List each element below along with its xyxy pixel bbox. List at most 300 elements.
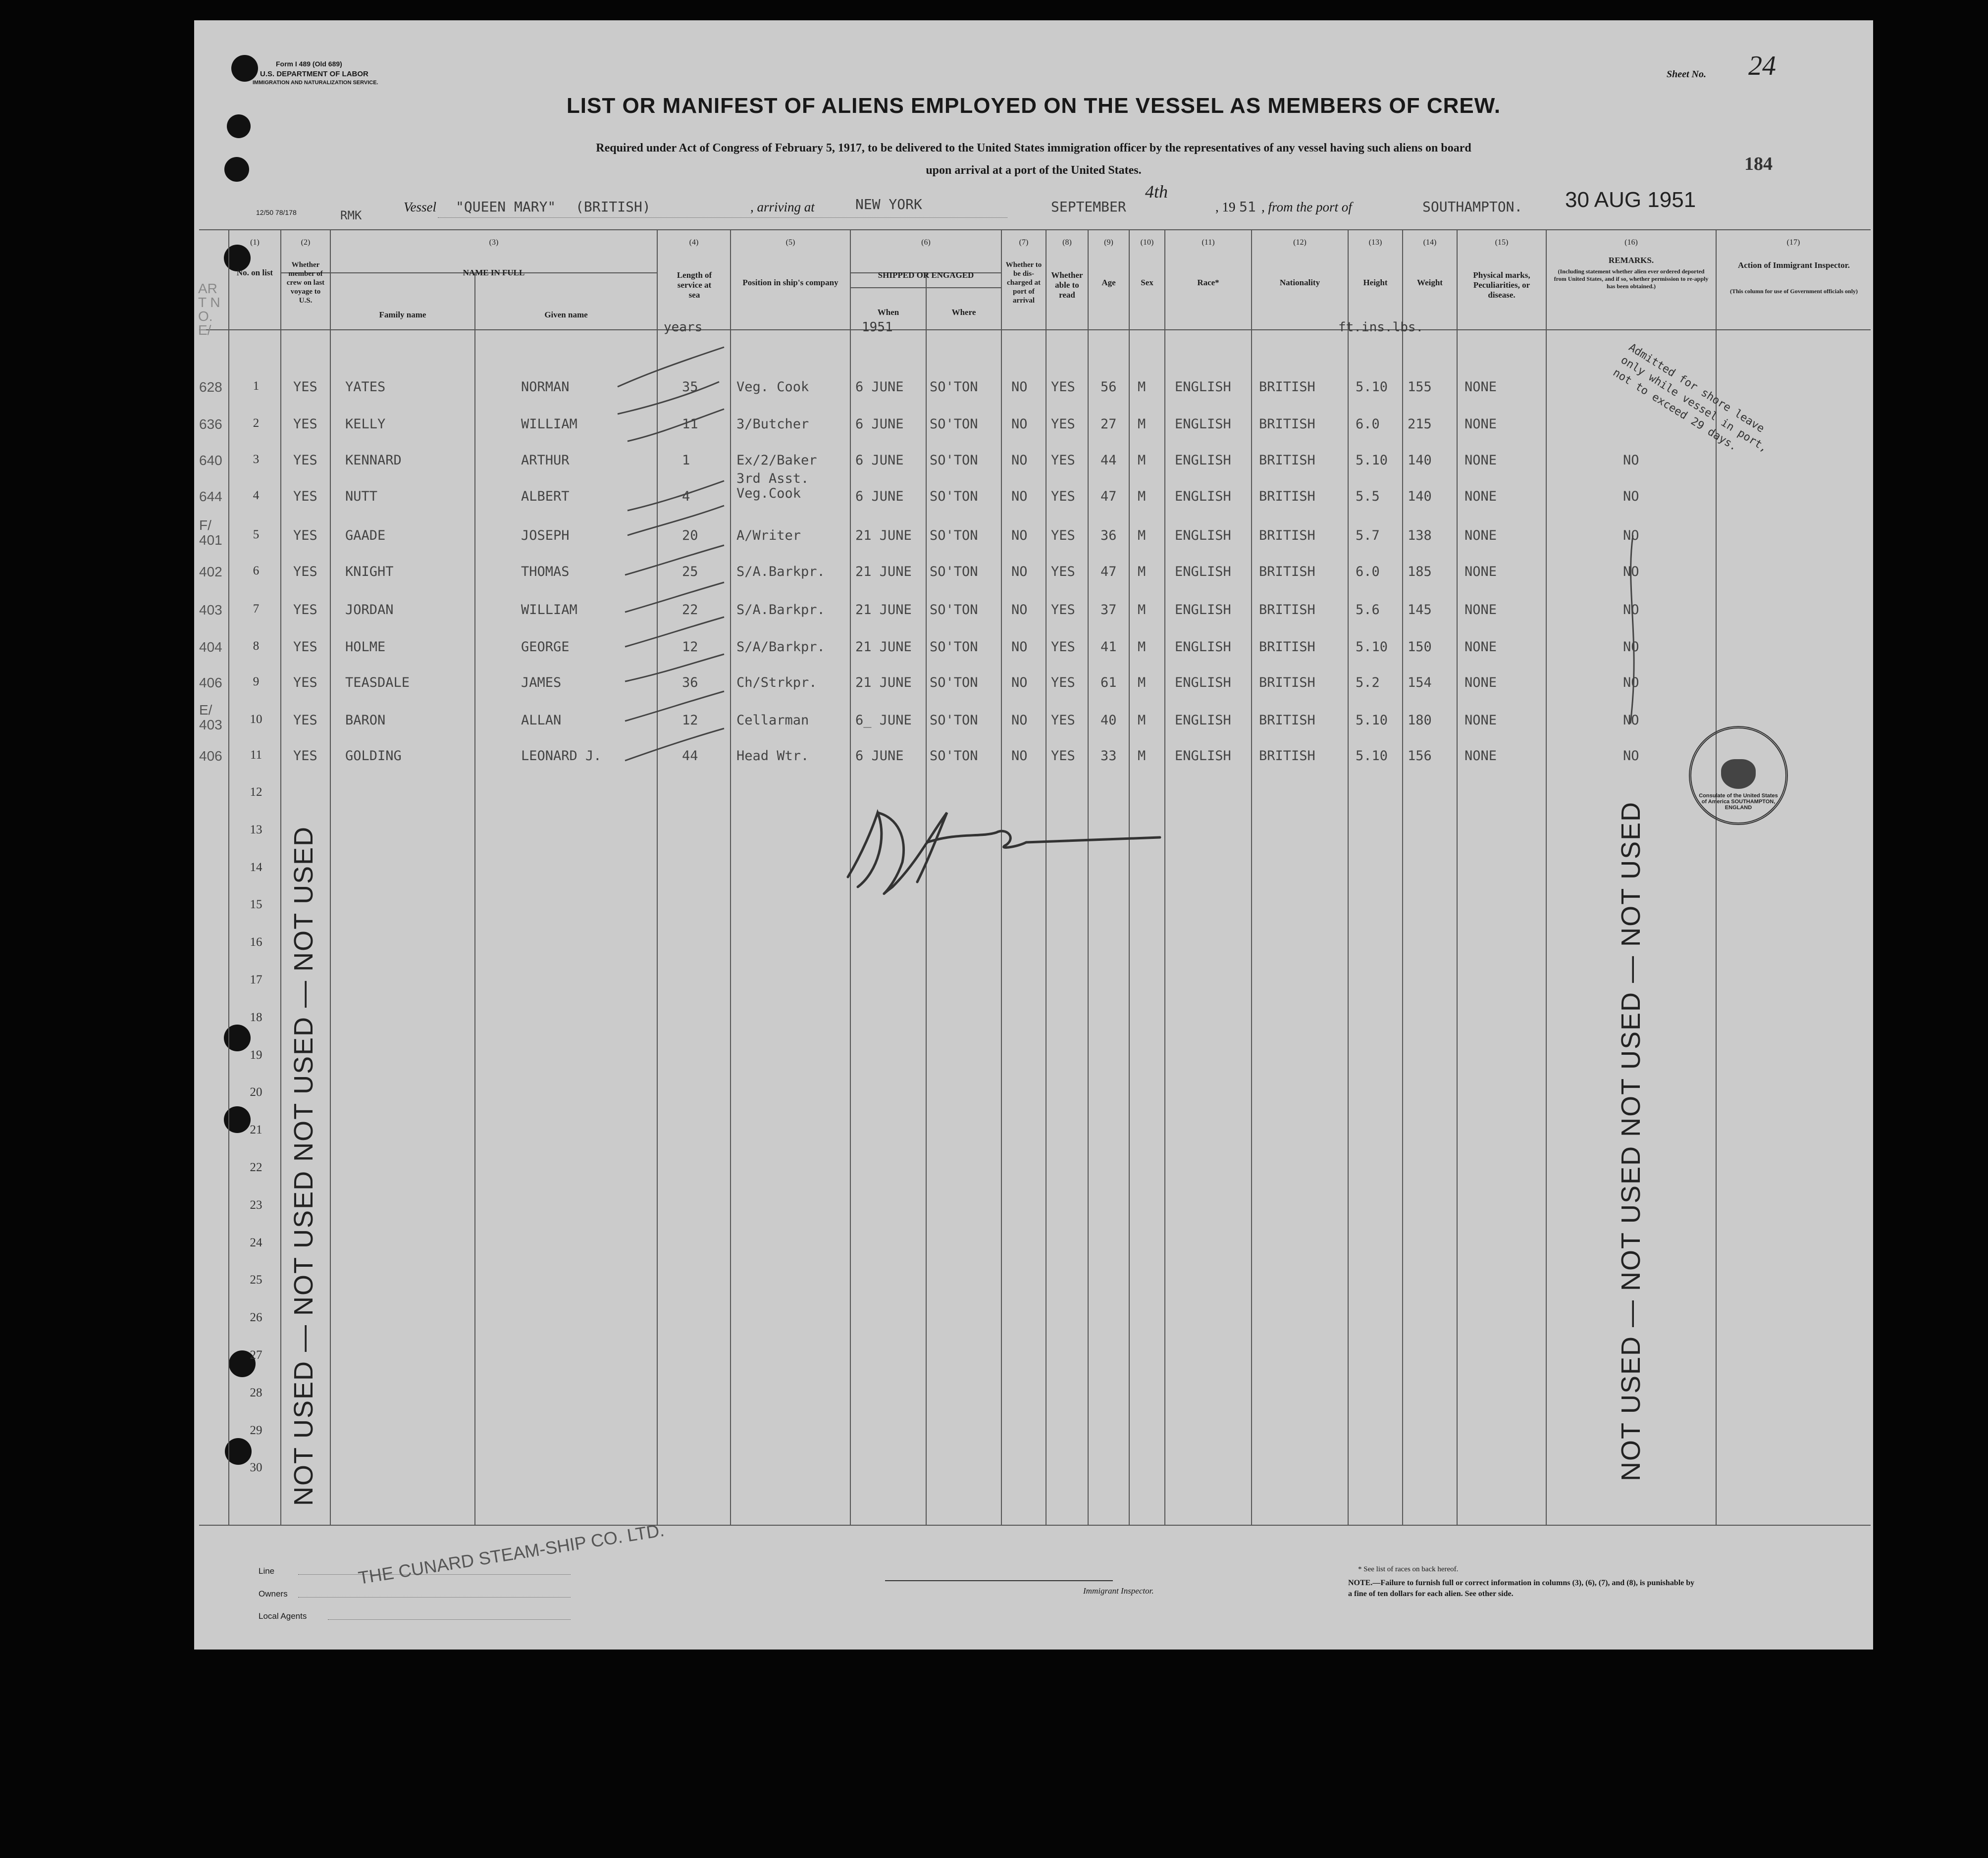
empty-row-number: 19 bbox=[250, 1048, 262, 1062]
position-cell: Veg. Cook bbox=[736, 379, 809, 395]
height-cell: 5.10 bbox=[1356, 639, 1388, 655]
family-name-cell: GOLDING bbox=[345, 748, 402, 764]
row-number-cell: 4 bbox=[253, 489, 260, 502]
race-cell: ENGLISH bbox=[1175, 564, 1231, 579]
physical-marks-cell: NONE bbox=[1465, 489, 1497, 504]
col-num: (10) bbox=[1140, 238, 1154, 247]
family-name-cell: JORDAN bbox=[345, 602, 394, 618]
art-number-cell: 640 bbox=[199, 453, 222, 468]
row-number-cell: 2 bbox=[253, 416, 260, 430]
race-cell: ENGLISH bbox=[1175, 639, 1231, 655]
col-header-age: Age bbox=[1101, 278, 1116, 287]
physical-marks-cell: NONE bbox=[1465, 639, 1497, 655]
empty-row-number: 18 bbox=[250, 1011, 262, 1024]
height-cell: 5.10 bbox=[1356, 379, 1388, 395]
age-cell: 47 bbox=[1100, 489, 1117, 504]
empty-row-number: 29 bbox=[250, 1424, 262, 1437]
discharged-cell: NO bbox=[1011, 453, 1028, 468]
given-name-cell: NORMAN bbox=[521, 379, 570, 395]
remarks-cell: NO bbox=[1623, 528, 1639, 543]
last-voyage-cell: YES bbox=[293, 453, 317, 468]
able-to-read-cell: YES bbox=[1051, 379, 1075, 395]
shipped-when-cell: 21 JUNE bbox=[855, 528, 912, 543]
physical-marks-cell: NONE bbox=[1465, 453, 1497, 468]
able-to-read-cell: YES bbox=[1051, 453, 1075, 468]
arrival-day: 4th bbox=[1145, 182, 1168, 202]
col-header-height: Height bbox=[1363, 278, 1388, 287]
art-number-cell: F/ 401 bbox=[199, 517, 222, 548]
col-header-race: Race* bbox=[1197, 278, 1219, 287]
sex-cell: M bbox=[1138, 713, 1146, 728]
col-header-service: Length of service at sea bbox=[677, 270, 712, 300]
shipped-when-cell: 6 JUNE bbox=[855, 748, 904, 764]
shipped-where-cell: SO'TON bbox=[930, 416, 978, 432]
remarks-cell: NO bbox=[1623, 453, 1639, 468]
row-number-cell: 5 bbox=[253, 528, 260, 541]
race-cell: ENGLISH bbox=[1175, 748, 1231, 764]
position-cell: S/A.Barkpr. bbox=[736, 602, 825, 618]
last-voyage-cell: YES bbox=[293, 602, 317, 618]
col-num: (7) bbox=[1019, 238, 1029, 247]
height-weight-units: ft.ins.lbs. bbox=[1338, 320, 1424, 335]
family-name-cell: YATES bbox=[345, 379, 386, 395]
race-cell: ENGLISH bbox=[1175, 602, 1231, 618]
discharged-cell: NO bbox=[1011, 489, 1028, 504]
service-unit: years bbox=[664, 320, 703, 335]
empty-row-number: 22 bbox=[250, 1161, 262, 1174]
inspector-line bbox=[885, 1580, 1113, 1581]
col-header-no: No. on list bbox=[236, 268, 273, 277]
last-voyage-cell: YES bbox=[293, 416, 317, 432]
sex-cell: M bbox=[1138, 675, 1146, 690]
discharged-cell: NO bbox=[1011, 602, 1028, 618]
family-name-cell: KENNARD bbox=[345, 453, 402, 468]
arrival-month: SEPTEMBER bbox=[1051, 199, 1126, 215]
col-num: (11) bbox=[1202, 238, 1215, 247]
able-to-read-cell: YES bbox=[1051, 675, 1075, 690]
empty-row-number: 24 bbox=[250, 1236, 262, 1249]
height-cell: 5.7 bbox=[1356, 528, 1380, 543]
page-subtitle: Required under Act of Congress of February 5, 1917, to be delivered to the United States immigration officer by the representatives of any vessel having such aliens on board bbox=[596, 142, 1471, 155]
empty-row-number: 27 bbox=[250, 1348, 262, 1362]
discharged-cell: NO bbox=[1011, 528, 1028, 543]
able-to-read-cell: YES bbox=[1051, 713, 1075, 728]
age-cell: 36 bbox=[1100, 528, 1117, 543]
col-header-remarks: REMARKS. bbox=[1608, 256, 1654, 265]
position-cell: 3/Butcher bbox=[736, 416, 809, 432]
col-num: (12) bbox=[1293, 238, 1307, 247]
sex-cell: M bbox=[1138, 748, 1146, 764]
not-used-right: NOT USED — NOT USED NOT USED — NOT USED bbox=[1616, 801, 1646, 1481]
position-cell: Ex/2/Baker bbox=[736, 453, 817, 468]
manifest-sheet bbox=[194, 20, 1873, 1650]
height-cell: 5.10 bbox=[1356, 713, 1388, 728]
position-cell: Ch/Strkpr. bbox=[736, 675, 817, 690]
col-num: (1) bbox=[250, 238, 260, 247]
weight-cell: 138 bbox=[1408, 528, 1432, 543]
art-number-cell: 406 bbox=[199, 675, 222, 690]
able-to-read-cell: YES bbox=[1051, 748, 1075, 764]
col-header-given: Given name bbox=[544, 310, 588, 319]
discharged-cell: NO bbox=[1011, 675, 1028, 690]
given-name-cell: JAMES bbox=[521, 675, 562, 690]
page-title: LIST OR MANIFEST OF ALIENS EMPLOYED ON THE VESSEL AS MEMBERS OF CREW. bbox=[566, 94, 1501, 118]
able-to-read-cell: YES bbox=[1051, 639, 1075, 655]
col-header-marks: Physical marks, Peculiarities, or disease. bbox=[1473, 270, 1530, 300]
shipped-when-cell: 6_ JUNE bbox=[855, 713, 912, 728]
race-cell: ENGLISH bbox=[1175, 528, 1231, 543]
from-label: , from the port of bbox=[1261, 200, 1352, 214]
page-stamp: 184 bbox=[1744, 154, 1773, 174]
age-cell: 47 bbox=[1100, 564, 1117, 579]
weight-cell: 154 bbox=[1408, 675, 1432, 690]
row-number-cell: 7 bbox=[253, 602, 260, 616]
row-number-cell: 9 bbox=[253, 675, 260, 688]
sex-cell: M bbox=[1138, 489, 1146, 504]
physical-marks-cell: NONE bbox=[1465, 416, 1497, 432]
service-years-cell: 36 bbox=[682, 675, 698, 690]
shipped-when-cell: 6 JUNE bbox=[855, 416, 904, 432]
art-number-cell: 628 bbox=[199, 379, 222, 395]
action-note: (This column for use of Government officials only) bbox=[1729, 288, 1858, 295]
shipped-where-cell: SO'TON bbox=[930, 713, 978, 728]
empty-row-number: 21 bbox=[250, 1123, 262, 1136]
col-num: (5) bbox=[785, 238, 795, 247]
given-name-cell: ALBERT bbox=[521, 489, 570, 504]
age-cell: 37 bbox=[1100, 602, 1117, 618]
given-name-cell: LEONARD J. bbox=[521, 748, 602, 764]
department: U.S. DEPARTMENT OF LABOR bbox=[260, 70, 368, 78]
remarks-cell: NO bbox=[1623, 639, 1639, 655]
remarks-cell: NO bbox=[1623, 713, 1639, 728]
last-voyage-cell: YES bbox=[293, 675, 317, 690]
race-cell: ENGLISH bbox=[1175, 453, 1231, 468]
physical-marks-cell: NONE bbox=[1465, 675, 1497, 690]
empty-row-number: 20 bbox=[250, 1085, 262, 1099]
race-cell: ENGLISH bbox=[1175, 675, 1231, 690]
col-header-position: Position in ship's company bbox=[742, 278, 838, 287]
nationality-cell: BRITISH bbox=[1259, 713, 1315, 728]
art-number-cell: 402 bbox=[199, 564, 222, 579]
sex-cell: M bbox=[1138, 564, 1146, 579]
art-number-cell: 404 bbox=[199, 639, 222, 655]
service-years-cell: 44 bbox=[682, 748, 698, 764]
empty-row-number: 15 bbox=[250, 898, 262, 911]
nationality-cell: BRITISH bbox=[1259, 639, 1315, 655]
shipped-where-cell: SO'TON bbox=[930, 675, 978, 690]
sheet-label: Sheet No. bbox=[1667, 69, 1706, 80]
art-number-cell: E/ 403 bbox=[199, 702, 222, 732]
weight-cell: 150 bbox=[1408, 639, 1432, 655]
remarks-cell: NO bbox=[1623, 564, 1639, 579]
service-years-cell: 1 bbox=[682, 453, 690, 468]
year-prefix: , 19 bbox=[1215, 200, 1236, 214]
service-years-cell: 4 bbox=[682, 489, 690, 504]
print-code: 12/50 78/178 bbox=[256, 208, 297, 216]
empty-row-number: 14 bbox=[250, 861, 262, 874]
fine-note: NOTE.—Failure to furnish full or correct information in columns (3), (6), (7), and (8), is punishable by a fine of ten dollars for each alien. See other side. bbox=[1348, 1579, 1695, 1598]
shipped-when-cell: 21 JUNE bbox=[855, 639, 912, 655]
last-voyage-cell: YES bbox=[293, 748, 317, 764]
given-name-cell: JOSEPH bbox=[521, 528, 570, 543]
sex-cell: M bbox=[1138, 416, 1146, 432]
nationality-cell: BRITISH bbox=[1259, 748, 1315, 764]
shipped-when-cell: 6 JUNE bbox=[855, 379, 904, 395]
family-name-cell: BARON bbox=[345, 713, 386, 728]
col-num: (6) bbox=[921, 238, 931, 247]
art-number-cell: 403 bbox=[199, 602, 222, 618]
age-cell: 27 bbox=[1100, 416, 1117, 432]
nationality-cell: BRITISH bbox=[1259, 675, 1315, 690]
discharged-cell: NO bbox=[1011, 713, 1028, 728]
sex-cell: M bbox=[1138, 453, 1146, 468]
discharged-cell: NO bbox=[1011, 639, 1028, 655]
position-cell: S/A.Barkpr. bbox=[736, 564, 825, 579]
seal-text: Consulate of the United States of America SOUTHAMPTON, ENGLAND bbox=[1699, 793, 1778, 811]
weight-cell: 180 bbox=[1408, 713, 1432, 728]
col-header-family: Family name bbox=[379, 310, 426, 319]
admitted-stamp: Admitted for shore leave only while vessel in port, not to exceed 29 days. bbox=[1611, 341, 1770, 455]
col-num: (4) bbox=[689, 238, 699, 247]
age-cell: 61 bbox=[1100, 675, 1117, 690]
nationality-cell: BRITISH bbox=[1259, 528, 1315, 543]
position-cell: A/Writer bbox=[736, 528, 801, 543]
last-voyage-cell: YES bbox=[293, 564, 317, 579]
art-number-cell: 636 bbox=[199, 416, 222, 432]
service-years-cell: 12 bbox=[682, 713, 698, 728]
row-number-cell: 6 bbox=[253, 564, 260, 577]
last-voyage-cell: YES bbox=[293, 379, 317, 395]
empty-row-number: 12 bbox=[250, 785, 262, 799]
race-cell: ENGLISH bbox=[1175, 379, 1231, 395]
service-years-cell: 25 bbox=[682, 564, 698, 579]
given-name-cell: WILLIAM bbox=[521, 416, 577, 432]
remarks-cell: NO bbox=[1623, 602, 1639, 618]
row-number-cell: 8 bbox=[253, 639, 260, 653]
remarks-cell: NO bbox=[1623, 748, 1639, 764]
able-to-read-cell: YES bbox=[1051, 489, 1075, 504]
tally-marks bbox=[194, 20, 1873, 1650]
position-cell: Head Wtr. bbox=[736, 748, 809, 764]
nationality-cell: BRITISH bbox=[1259, 602, 1315, 618]
empty-row-number: 23 bbox=[250, 1198, 262, 1212]
col-num: (13) bbox=[1368, 238, 1382, 247]
able-to-read-cell: YES bbox=[1051, 416, 1075, 432]
date-stamp: 30 AUG 1951 bbox=[1565, 188, 1696, 212]
family-name-cell: KELLY bbox=[345, 416, 386, 432]
line-label: Line bbox=[259, 1566, 275, 1576]
owners-field bbox=[298, 1597, 571, 1598]
shipped-where-cell: SO'TON bbox=[930, 748, 978, 764]
weight-cell: 156 bbox=[1408, 748, 1432, 764]
from-port: SOUTHAMPTON. bbox=[1422, 199, 1523, 215]
given-name-cell: GEORGE bbox=[521, 639, 570, 655]
race-cell: ENGLISH bbox=[1175, 416, 1231, 432]
discharged-cell: NO bbox=[1011, 748, 1028, 764]
initials: RMK bbox=[340, 208, 362, 222]
sex-cell: M bbox=[1138, 639, 1146, 655]
col-header-shipped: SHIPPED OR ENGAGED bbox=[878, 270, 974, 280]
sex-cell: M bbox=[1138, 528, 1146, 543]
given-name-cell: ALLAN bbox=[521, 713, 562, 728]
position-cell: Cellarman bbox=[736, 713, 809, 728]
art-number-cell: 644 bbox=[199, 489, 222, 504]
col-header-action: Action of Immigrant Inspector. bbox=[1737, 260, 1850, 270]
height-cell: 6.0 bbox=[1356, 564, 1380, 579]
col-num: (14) bbox=[1423, 238, 1437, 247]
weight-cell: 140 bbox=[1408, 489, 1432, 504]
not-used-left: NOT USED — NOT USED NOT USED — NOT USED bbox=[289, 826, 318, 1506]
empty-row-number: 28 bbox=[250, 1386, 262, 1399]
arriving-label: , arriving at bbox=[750, 200, 815, 214]
height-cell: 5.10 bbox=[1356, 453, 1388, 468]
shipped-when-cell: 21 JUNE bbox=[855, 675, 912, 690]
age-cell: 40 bbox=[1100, 713, 1117, 728]
race-cell: ENGLISH bbox=[1175, 489, 1231, 504]
discharged-cell: NO bbox=[1011, 416, 1028, 432]
age-cell: 44 bbox=[1100, 453, 1117, 468]
race-cell: ENGLISH bbox=[1175, 713, 1231, 728]
shipped-where-cell: SO'TON bbox=[930, 602, 978, 618]
discharged-cell: NO bbox=[1011, 564, 1028, 579]
height-cell: 5.2 bbox=[1356, 675, 1380, 690]
sex-cell: M bbox=[1138, 602, 1146, 618]
vessel-name: "QUEEN MARY" bbox=[456, 199, 556, 215]
physical-marks-cell: NONE bbox=[1465, 528, 1497, 543]
agents-stamp: THE CUNARD STEAM-SHIP CO. LTD. bbox=[357, 1519, 666, 1589]
col-header-where: Where bbox=[951, 308, 976, 317]
remarks-cell: NO bbox=[1623, 675, 1639, 690]
agents-field bbox=[328, 1619, 571, 1620]
given-name-cell: ARTHUR bbox=[521, 453, 570, 468]
physical-marks-cell: NONE bbox=[1465, 713, 1497, 728]
art-number-cell: 406 bbox=[199, 748, 222, 764]
physical-marks-cell: NONE bbox=[1465, 748, 1497, 764]
family-name-cell: KNIGHT bbox=[345, 564, 394, 579]
weight-cell: 145 bbox=[1408, 602, 1432, 618]
row-number-cell: 1 bbox=[253, 379, 260, 393]
given-name-cell: WILLIAM bbox=[521, 602, 577, 618]
col-header-when: When bbox=[877, 308, 899, 317]
family-name-cell: NUTT bbox=[345, 489, 378, 504]
shipped-when-cell: 6 JUNE bbox=[855, 489, 904, 504]
nationality-cell: BRITISH bbox=[1259, 416, 1315, 432]
shipped-where-cell: SO'TON bbox=[930, 528, 978, 543]
discharged-cell: NO bbox=[1011, 379, 1028, 395]
col-header-discharged: Whether to be dis-charged at port of arrival bbox=[1005, 261, 1042, 305]
col-num: (16) bbox=[1624, 238, 1638, 247]
service-years-cell: 22 bbox=[682, 602, 698, 618]
shipped-when-cell: 21 JUNE bbox=[855, 602, 912, 618]
col-num: (15) bbox=[1495, 238, 1509, 247]
col-header-last-voyage: Whether member of crew on last voyage to U.S. bbox=[286, 261, 325, 305]
able-to-read-cell: YES bbox=[1051, 564, 1075, 579]
physical-marks-cell: NONE bbox=[1465, 564, 1497, 579]
vessel-label: Vessel bbox=[404, 200, 436, 214]
physical-marks-cell: NONE bbox=[1465, 602, 1497, 618]
remarks-note: (Including statement whether alien ever ordered deported from United States, and if so, whether permission to re-apply has been obtained.) bbox=[1554, 268, 1709, 290]
col-num: (2) bbox=[301, 238, 311, 247]
given-name-cell: THOMAS bbox=[521, 564, 570, 579]
empty-row-number: 16 bbox=[250, 935, 262, 949]
form-number: Form I 489 (Old 689) bbox=[276, 60, 342, 68]
age-cell: 41 bbox=[1100, 639, 1117, 655]
height-cell: 5.10 bbox=[1356, 748, 1388, 764]
nationality-cell: BRITISH bbox=[1259, 379, 1315, 395]
empty-row-number: 13 bbox=[250, 823, 262, 836]
family-name-cell: GAADE bbox=[345, 528, 386, 543]
col-num: (3) bbox=[489, 238, 499, 247]
col-num: (9) bbox=[1104, 238, 1113, 247]
vessel-flag: (BRITISH) bbox=[575, 199, 651, 215]
age-cell: 33 bbox=[1100, 748, 1117, 764]
last-voyage-cell: YES bbox=[293, 528, 317, 543]
col-header-nationality: Nationality bbox=[1279, 278, 1320, 287]
race-note: * See list of races on back hereof. bbox=[1358, 1565, 1459, 1573]
empty-row-number: 26 bbox=[250, 1311, 262, 1324]
sheet-number: 24 bbox=[1748, 51, 1776, 81]
age-cell: 56 bbox=[1100, 379, 1117, 395]
arriving-port: NEW YORK bbox=[855, 196, 922, 212]
inspector-label: Immigrant Inspector. bbox=[1083, 1586, 1154, 1596]
col-header-weight: Weight bbox=[1417, 278, 1443, 287]
nationality-cell: BRITISH bbox=[1259, 453, 1315, 468]
position-cell: S/A/Barkpr. bbox=[736, 639, 825, 655]
row-number-cell: 10 bbox=[250, 713, 262, 726]
weight-cell: 185 bbox=[1408, 564, 1432, 579]
service-years-cell: 35 bbox=[682, 379, 698, 395]
row-number-cell: 11 bbox=[250, 748, 262, 762]
shipped-where-cell: SO'TON bbox=[930, 379, 978, 395]
shipped-where-cell: SO'TON bbox=[930, 453, 978, 468]
family-name-cell: TEASDALE bbox=[345, 675, 410, 690]
remarks-cell: NO bbox=[1623, 489, 1639, 504]
empty-row-number: 17 bbox=[250, 973, 262, 986]
service-years-cell: 11 bbox=[682, 416, 698, 432]
col-num: (17) bbox=[1786, 238, 1800, 247]
position-cell: 3rd Asst. Veg.Cook bbox=[736, 471, 809, 501]
shipped-where-cell: SO'TON bbox=[930, 489, 978, 504]
empty-row-number: 30 bbox=[250, 1461, 262, 1474]
weight-cell: 215 bbox=[1408, 416, 1432, 432]
service-years-cell: 20 bbox=[682, 528, 698, 543]
shipped-when-cell: 6 JUNE bbox=[855, 453, 904, 468]
last-voyage-cell: YES bbox=[293, 639, 317, 655]
empty-row-number: 25 bbox=[250, 1273, 262, 1287]
weight-cell: 155 bbox=[1408, 379, 1432, 395]
page-subtitle-2: upon arrival at a port of the United States. bbox=[926, 164, 1142, 177]
agents-label: Local Agents bbox=[259, 1611, 307, 1621]
physical-marks-cell: NONE bbox=[1465, 379, 1497, 395]
owners-label: Owners bbox=[259, 1589, 288, 1599]
nationality-cell: BRITISH bbox=[1259, 564, 1315, 579]
last-voyage-cell: YES bbox=[293, 489, 317, 504]
art-no-label: ART NO. E/ bbox=[198, 281, 220, 338]
nationality-cell: BRITISH bbox=[1259, 489, 1315, 504]
service-years-cell: 12 bbox=[682, 639, 698, 655]
weight-cell: 140 bbox=[1408, 453, 1432, 468]
shipped-where-cell: SO'TON bbox=[930, 564, 978, 579]
col-header-sex: Sex bbox=[1141, 278, 1153, 287]
shipped-where-cell: SO'TON bbox=[930, 639, 978, 655]
shipped-year: 1951 bbox=[862, 320, 893, 335]
able-to-read-cell: YES bbox=[1051, 602, 1075, 618]
able-to-read-cell: YES bbox=[1051, 528, 1075, 543]
height-cell: 5.5 bbox=[1356, 489, 1380, 504]
col-header-read: Whether able to read bbox=[1051, 270, 1083, 300]
service: IMMIGRATION AND NATURALIZATION SERVICE. bbox=[253, 80, 378, 86]
height-cell: 6.0 bbox=[1356, 416, 1380, 432]
